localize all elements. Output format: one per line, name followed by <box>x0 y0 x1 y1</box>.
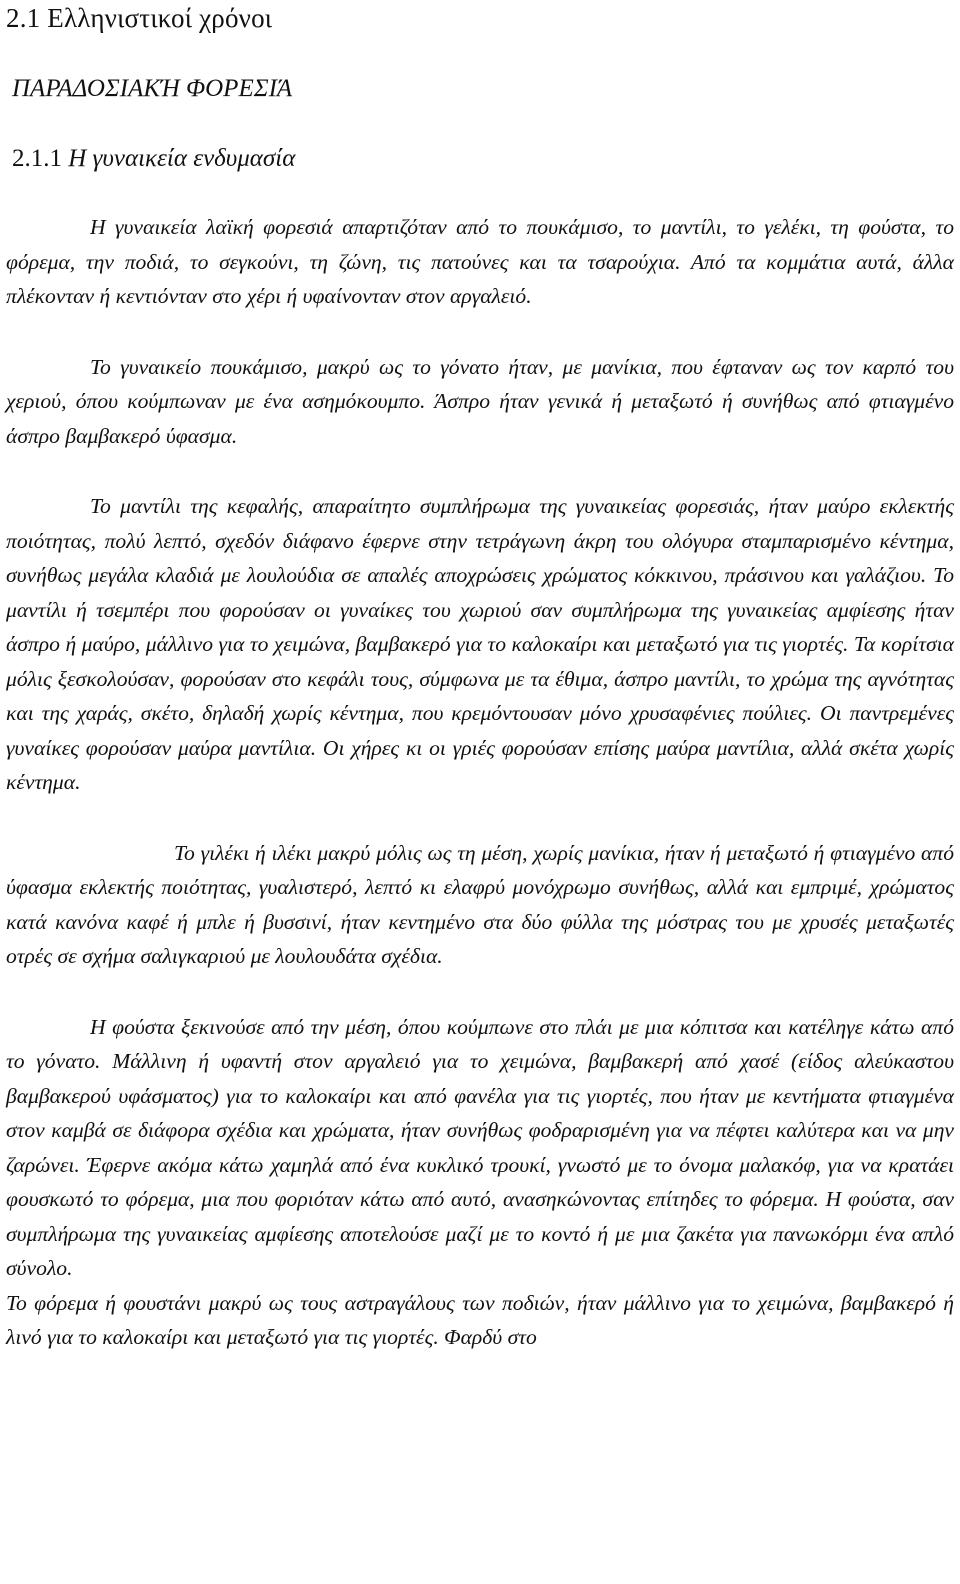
paragraph-clothing-parts: Η γυναικεία λαϊκή φορεσιά απαρτιζόταν από το πουκάμισο, το μαντίλι, το γελέκι, τη φούστα, το φόρεμα, την ποδιά, το σεγκούνι, τη ζώνη, τις πατούνες και τα τσαρούχια. Από τα κομμάτια αυτά, άλλα πλέκονταν ή κεντιόνταν στο χέρι ή υφαίνονταν στον αργαλειό. <box>6 215 954 308</box>
subsection-heading <box>6 144 954 174</box>
traditional-costume-heading: ΠΑΡΑΔΟΣΙΑΚΉ ΦΟΡΕΣΙΆ <box>12 75 293 102</box>
paragraph-shirt: Το γυναικείο πουκάμισο, μακρύ ως το γόνατο ήταν, με μανίκια, που έφταναν ως τον καρπό του χεριού, όπου κούμπωναν με ένα ασημόκουμπο. Άσπρο ήταν γενικά ή μεταξωτό ή συνήθως από φτιαγμένο άσπρο βαμβακερό ύφασμα. <box>6 354 954 448</box>
paragraph-vest: Το γιλέκι ή ιλέκι μακρύ μόλις ως τη μέση, χωρίς μανίκια, ήταν ή μεταξωτό ή φτιαγμένο από ύφασμα εκλεκτής ποιότητας, γυαλιστερό, λεπτό κι ελαφρύ μονόχρωμο συνήθως, αλλά και εμπριμέ, χρώματος κατά κανόνα καφέ ή μπλε ή βυσσινί, ήταν κεντημένο στα δύο φύλλα της μόστρας του με χρυσές μεταξωτές οτρές σε σχήμα σαλιγκαριού με λουλουδάτα σχέδια. <box>6 840 954 968</box>
section-title: 2.1 Ελληνιστικοί χρόνοι <box>6 3 273 33</box>
subsection-number: 2.1.1 <box>12 145 62 172</box>
paragraph-skirt: Η φούστα ξεκινούσε από την μέση, όπου κούμπωνε στο πλάι με μια κόπιτσα και κατέληγε κάτω από το γόνατο. Μάλλινη ή υφαντή στον αργαλειό για το χειμώνα, βαμβακερή από χασέ (είδος αλεύκαστου βαμβακερού υφάσματος) για το καλοκαίρι και από φανέλα για τις γιορτές, που ήταν με κεντήματα φτιαγμένα στον καμβά σε διάφορα σχέδια και χρώματα, ήταν συνήθως φοδραρισμένη για να πέφτει καλύτερα και να μην ζαρώνει. Έφερνε ακόμα κάτω χαμηλά από ένα κυκλικό τρουκί, γνωστό με το όνομα μαλακόφ, για να κρατάει φουσκωτό το φόρεμα, μια που φοριόταν κάτω από αυτό, ανασηκώνοντας επίτηδες το φόρεμα. Η φούστα, σαν συμπλήρωμα της γυναικείας αμφίεσης αποτελούσε μαζί με το κοντό ή με μια ζακέτα για πανωκόρμι ένα απλό σύνολο. <box>6 1014 954 1280</box>
paragraph-dress: Το φόρεμα ή φουστάνι μακρύ ως τους αστραγάλους των ποδιών, ήταν μάλλινο για το χειμώνα, βαμβακερό ή λινό για το καλοκαίρι και μεταξωτό για τις γιορτές. Φαρδύ στο <box>6 1290 954 1349</box>
paragraph-headscarf: Το μαντίλι της κεφαλής, απαραίτητο συμπλήρωμα της γυναικείας φορεσιάς, ήταν μαύρο εκλεκτής ποιότητας, πολύ λεπτό, σχεδόν διάφανο έφερνε στην τετράγωνη άκρη του ολόγυρα σταμπαρισμένο κέντημα, συνήθως μεγάλα κλαδιά με λουλούδια σε απαλές αποχρώσεις χρώματος κόκκινου, πράσινου και γαλάζιου. Το μαντίλι ή τσεμπέρι που φορούσαν οι γυναίκες του χωριού σαν συμπλήρωμα της γυναικείας αμφίεσης ήταν άσπρο ή μαύρο, μάλλινο για το χειμώνα, βαμβακερό για το καλοκαίρι και μεταξωτό για τις γιορτές. Τα κορίτσια μόλις ξεσκολούσαν, φορούσαν στο κεφάλι τους, σύμφωνα με τα έθιμα, άσπρο μαντίλι, το χρώμα της αγνότητας και της χαράς, σκέτο, δηλαδή χωρίς κέντημα, που κρεμόντουσαν μόνο χρυσαφένιες πούλιες. Οι παντρεμένες γυναίκες φορούσαν μαύρα μαντίλια. Οι χήρες κι οι γριές φορούσαν επίσης μαύρα μαντίλια, αλλά σκέτα χωρίς κέντημα. <box>6 494 954 794</box>
document-page <box>6 0 954 1355</box>
subsection-title: Η γυναικεία ενδυμασία <box>68 145 296 172</box>
